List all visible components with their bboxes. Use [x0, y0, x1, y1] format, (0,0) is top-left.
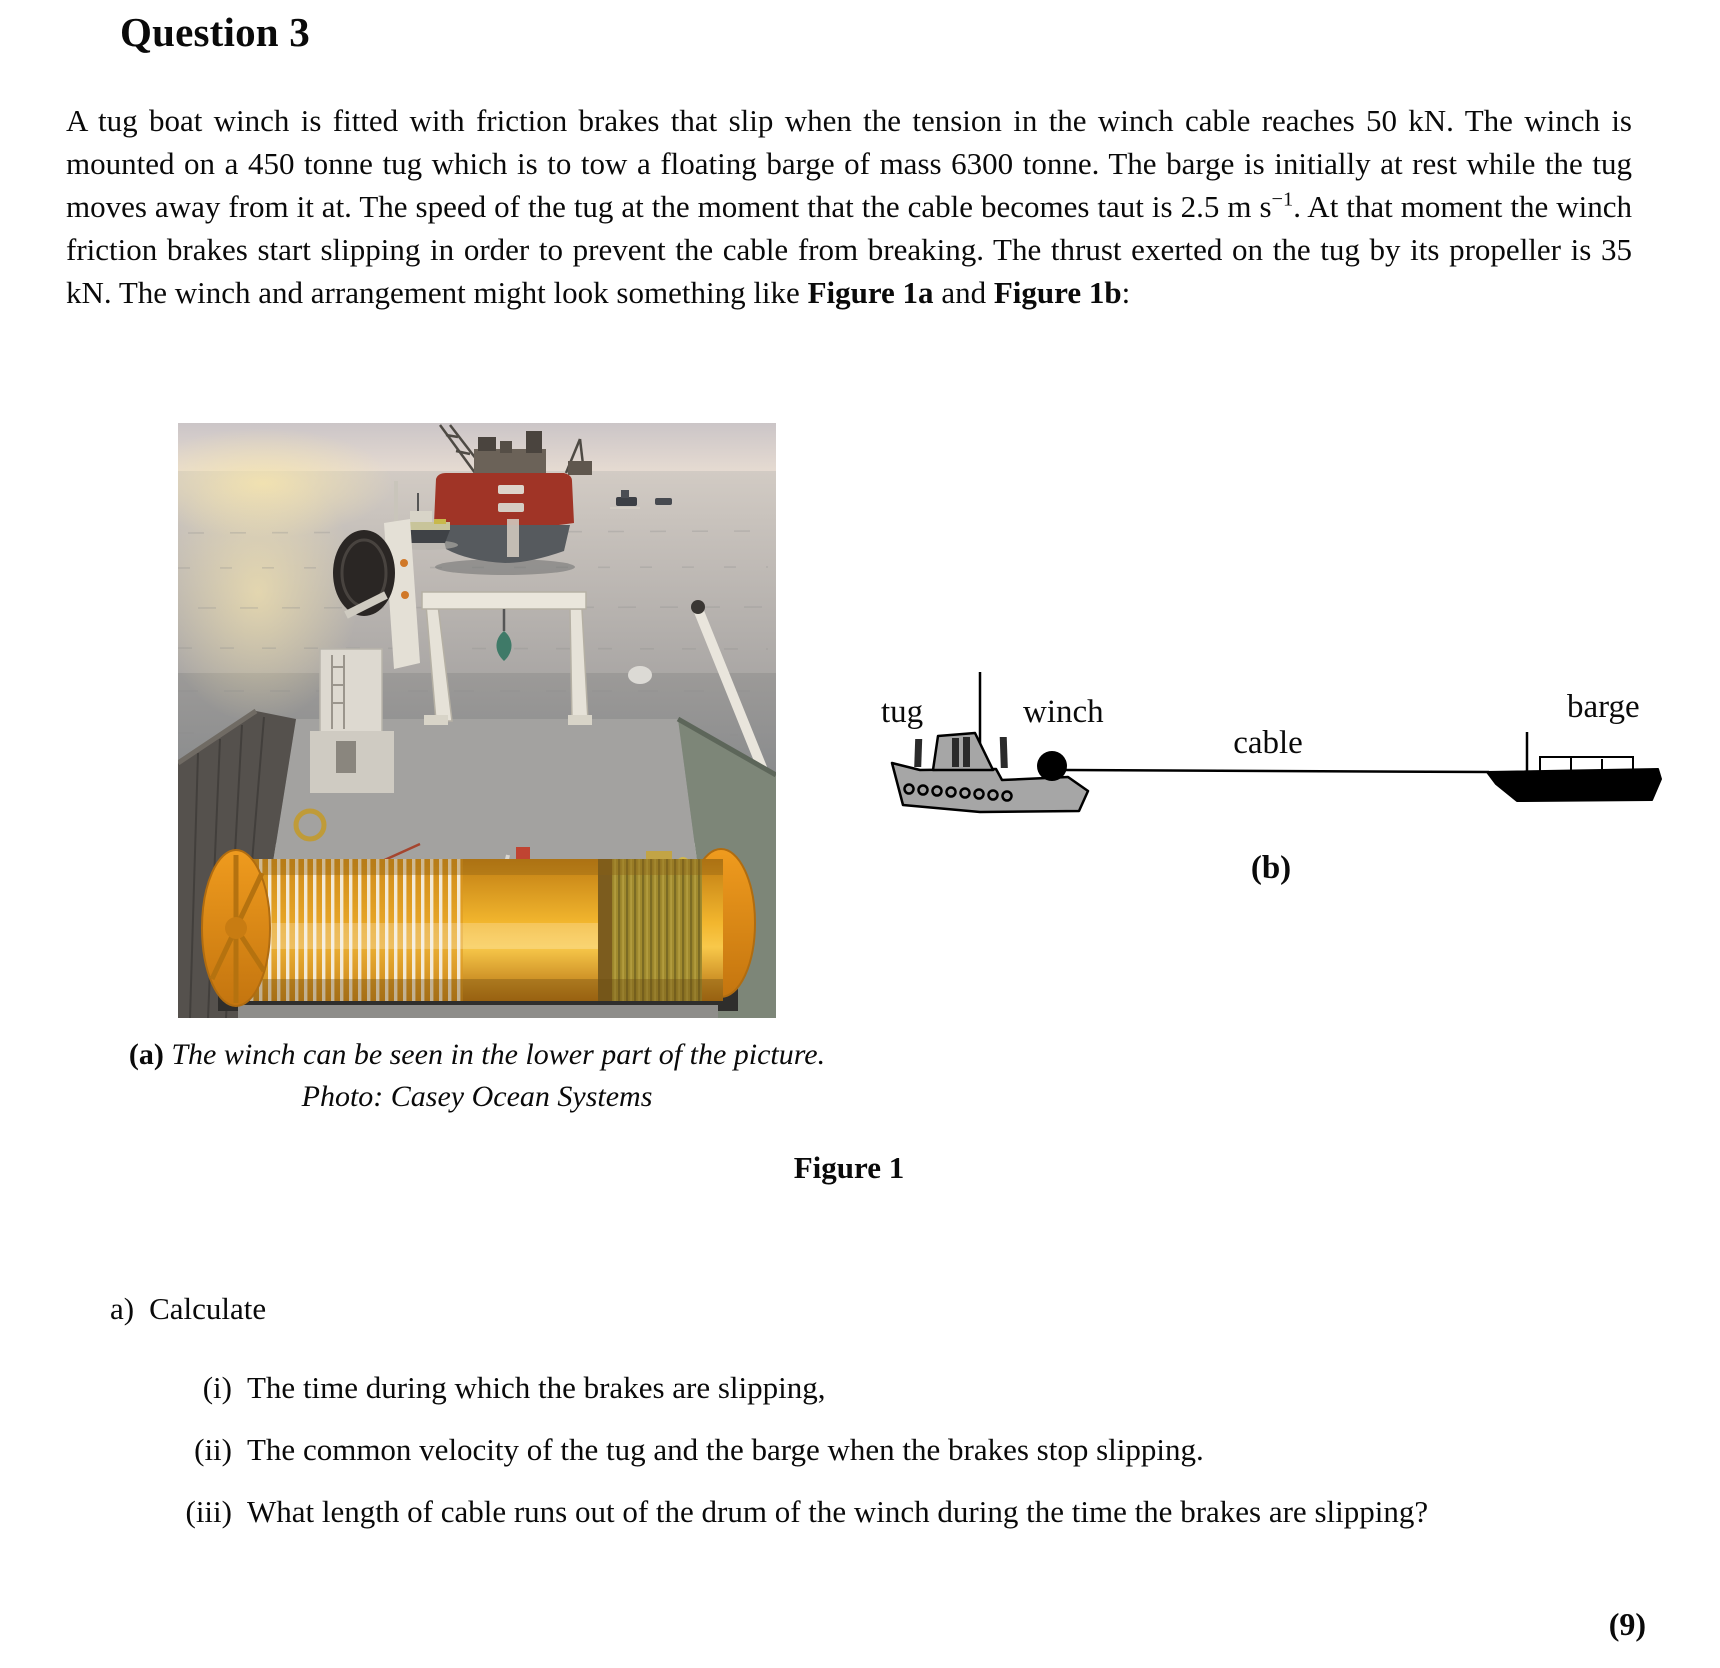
marks-badge: (9)	[1608, 1606, 1646, 1642]
question-item	[140, 1490, 1500, 1533]
figure-1a-photo	[178, 423, 776, 1018]
part-label: a)	[110, 1291, 135, 1326]
caption-credit: Photo: Casey Ocean Systems	[301, 1080, 653, 1113]
item-label: (ii)	[194, 1432, 232, 1467]
caption-line: (a) The winch can be seen in the lower part of the picture.	[128, 1038, 826, 1071]
question-part-a	[110, 1291, 266, 1327]
label-cable: cable	[1233, 725, 1303, 761]
figure-label: Figure 1	[793, 1150, 905, 1185]
label-tug: tug	[881, 694, 924, 730]
diagram-barge	[1487, 732, 1661, 801]
question-intro-paragraph: A tug boat winch is fitted with friction brakes that slip when the tension in the winch cable reaches 50 kN. The winch is mounted on a 450 tonne tug which is to tow a floating barge of mass 6300 tonne. The barge is initially at rest while the tug moves away from it at. The speed of the tug at the moment that the cable becomes taut is 2.5 m $s^{-1}$. At that moment the winch friction brakes start slipping in order to prevent the cable from breaking. The thrust exerted on the tug by its propeller is 35 kN. The winch and arrangement might look something like Figure 1a and Figure 1b:	[66, 103, 1632, 310]
item-text: The common velocity of the tug and the barge when the brakes stop slipping.	[247, 1432, 1204, 1467]
item-label: (iii)	[185, 1494, 232, 1529]
question-item	[140, 1428, 1500, 1471]
item-text: What length of cable runs out of the drum of the winch during the time the brakes are slipping?	[247, 1494, 1429, 1529]
item-text: The time during which the brakes are slipping,	[247, 1370, 826, 1405]
part-title: Calculate	[149, 1291, 267, 1326]
question-title: Question 3	[120, 9, 310, 55]
winch-dot	[1037, 751, 1067, 781]
diagram-tug	[892, 672, 1088, 812]
figure-1a-caption	[97, 1034, 857, 1118]
barge-hull	[1487, 769, 1661, 801]
photo-winch-drum	[202, 849, 755, 1018]
question-item	[140, 1366, 1500, 1409]
label-winch: winch	[1023, 694, 1104, 730]
figure-1b-diagram	[800, 555, 1680, 895]
item-label: (i)	[202, 1370, 232, 1405]
question-item-list	[140, 1366, 1500, 1552]
label-barge: barge	[1567, 689, 1640, 725]
diagram-cable-line	[1066, 770, 1489, 772]
sub-label-b: (b)	[1250, 850, 1292, 886]
